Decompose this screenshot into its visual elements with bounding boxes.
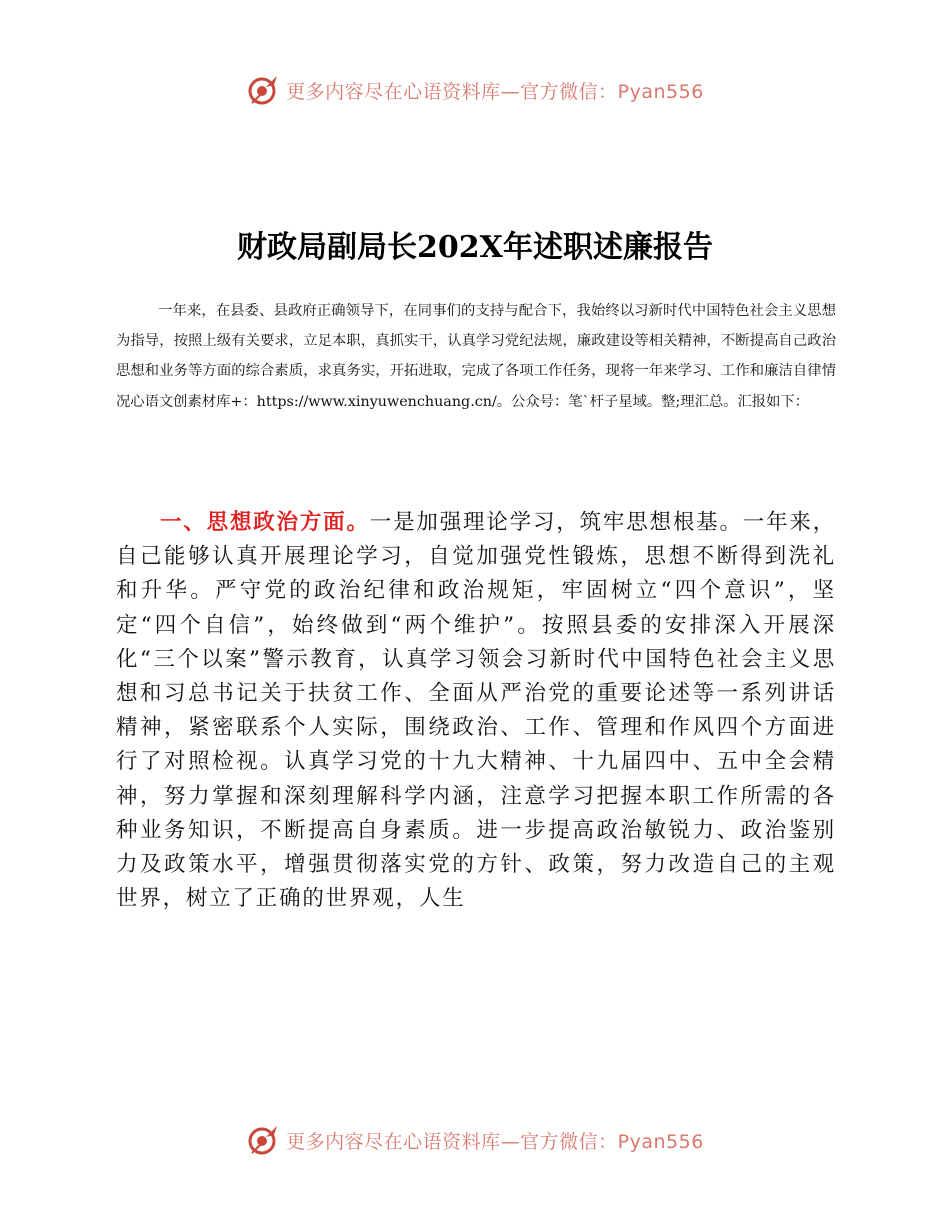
watermark-text-top: 更多内容尽在心语资料库—官方微信：Pyan556	[286, 80, 704, 103]
quill-logo-icon	[246, 1123, 280, 1157]
watermark-banner-top	[0, 70, 950, 110]
intro-paragraph	[116, 296, 836, 417]
watermark-banner-bottom	[0, 1120, 950, 1160]
section-1-paragraph	[116, 506, 836, 916]
document-title: 财政局副局长202X年述职述廉报告	[237, 230, 713, 265]
quill-logo-icon	[246, 73, 280, 107]
watermark-text-bottom: 更多内容尽在心语资料库—官方微信：Pyan556	[286, 1130, 704, 1153]
intro-text: 一年来，在县委、县政府正确领导下，在同事们的支持与配合下，我始终以习新时代中国特色社会主义思想为指导，按照上级有关要求，立足本职，真抓实干，认真学习党纪法规，廉政建设等相关精神，不断提高自己政治思想和业务等方面的综合素质，求真务实，开拓进取，完成了各项工作任务，现将一年来学习、工作和廉洁自律情况心语文创素材库+：https://www.xinyuwenchuang.cn/。公众号：笔`杆子星域。整;理汇总。汇报如下：	[116, 303, 836, 410]
section-1-heading: 一、思想政治方面。	[160, 510, 370, 535]
section-1-body: 一是加强理论学习，筑牢思想根基。一年来，自己能够认真开展理论学习，自觉加强党性锻炼，思想不断得到洗礼和升华。严守党的政治纪律和政治规矩，牢固树立“四个意识”，坚定“四个自信”，始终做到“两个维护”。按照县委的安排深入开展深化“三个以案”警示教育，认真学习领会习新时代中国特色社会主义思想和习总书记关于扶贫工作、全面从严治党的重要论述等一系列讲话精神，紧密联系个人实际，围绕政治、工作、管理和作风四个方面进行了对照检视。认真学习党的十九大精神、十九届四中、五中全会精神，努力掌握和深刻理解科学内涵，注意学习把握本职工作所需的各种业务知识，不断提高自身素质。进一步提高政治敏锐力、政治鉴别力及政策水平，增强贯彻落实党的方针、政策，努力改造自己的主观世界，树立了正确的世界观，人生	[116, 510, 836, 912]
